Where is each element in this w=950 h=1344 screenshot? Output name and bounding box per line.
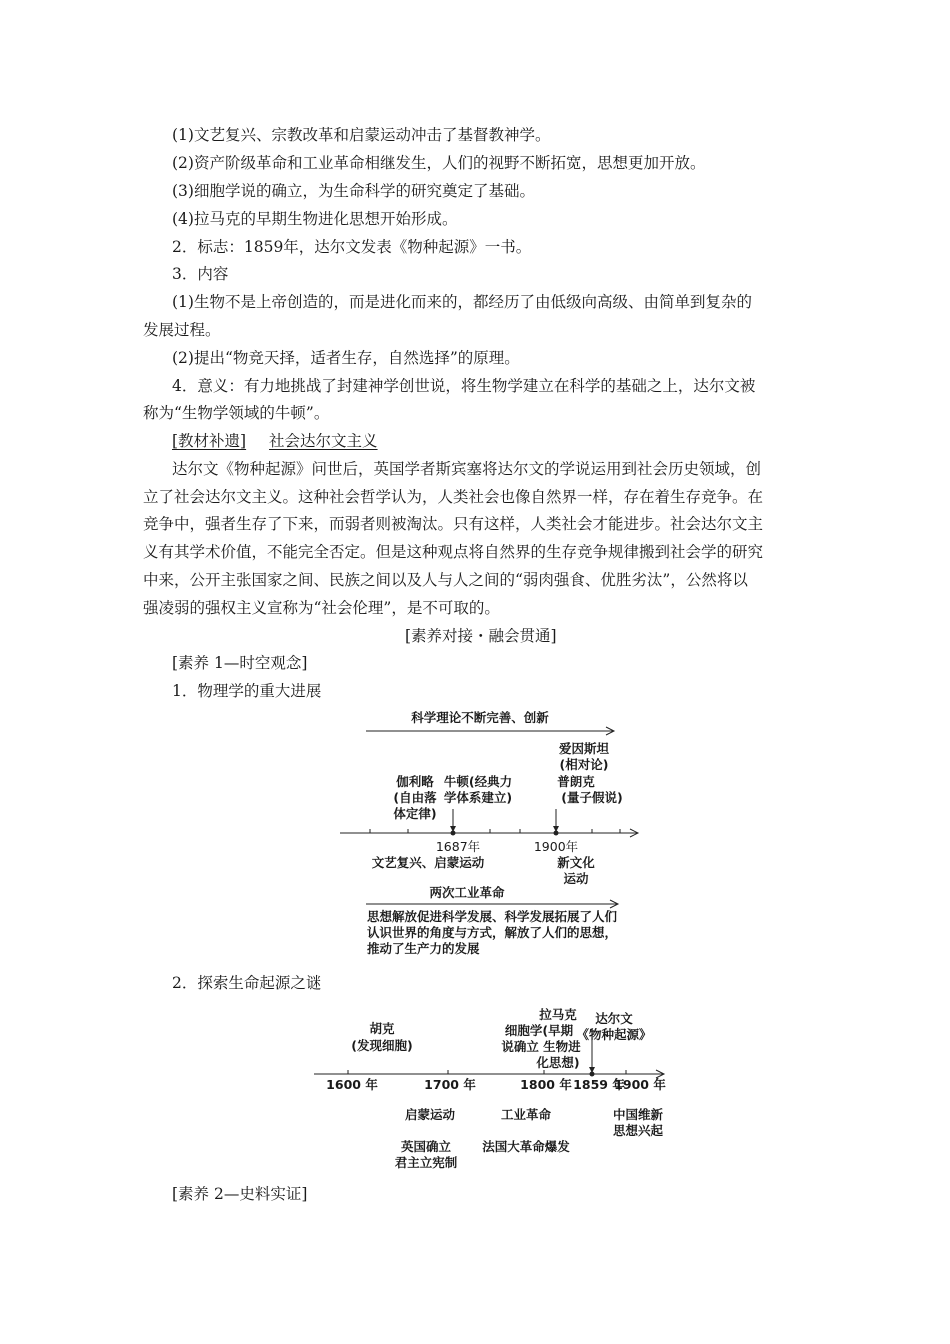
fig1-box-line2: 认识世界的角度与方式，解放了人们的思想， bbox=[367, 925, 618, 940]
fig2-hooke: 胡克 bbox=[369, 1021, 395, 1036]
text-line: [素养 1—时空观念] bbox=[172, 654, 308, 672]
fig1-year-1900: 1900年 bbox=[533, 839, 579, 854]
text-line: 4．意义：有力地挑战了封建神学创世说，将生物学建立在科学的基础之上，达尔文被 bbox=[172, 377, 756, 395]
text-line: 3．内容 bbox=[172, 265, 229, 283]
text-line: 1．物理学的重大进展 bbox=[172, 682, 322, 700]
text-line: 称为“生物学领域的牛顿”。 bbox=[143, 404, 330, 422]
text-line: [素养 2—史料实证] bbox=[172, 1185, 308, 1203]
fig2-lamarck-2: 细胞学(早期 bbox=[504, 1023, 574, 1038]
fig2-lamarck-3: 说确立 生物进 bbox=[501, 1039, 581, 1054]
text-line: 2．标志：1859年，达尔文发表《物种起源》一书。 bbox=[172, 238, 532, 256]
fig1-box-line3: 推动了生产力的发展 bbox=[367, 941, 480, 956]
life-origin-timeline-figure bbox=[308, 1005, 678, 1175]
fig1-box-line1: 思想解放促进科学发展、科学发展拓展了人们 bbox=[367, 909, 618, 924]
text-line: 竞争中，强者生存了下来，而弱者则被淘汰。只有这样，人类社会才能进步。社会达尔文主 bbox=[143, 515, 764, 533]
text-line: 立了社会达尔文主义。这种社会哲学认为，人类社会也像自然界一样，存在着生存竞争。在 bbox=[143, 488, 764, 506]
fig1-newton: 牛顿(经典力 bbox=[443, 774, 513, 789]
fig1-year-1687: 1687年 bbox=[435, 839, 481, 854]
fig1-newton-note: 学体系建立) bbox=[443, 790, 513, 805]
fig2-year-1900: 1900 年 bbox=[614, 1077, 666, 1092]
fig2-darwin: 达尔文 bbox=[595, 1011, 633, 1026]
fig2-year-1600: 1600 年 bbox=[326, 1077, 378, 1092]
fig1-einstein: 爱因斯坦 bbox=[558, 741, 610, 756]
fig2-enlightenment: 启蒙运动 bbox=[404, 1107, 456, 1122]
fig1-new-culture-2: 运动 bbox=[563, 871, 589, 886]
text-line: (1)生物不是上帝创造的，而是进化而来的，都经历了由低级向高级、由简单到复杂的 bbox=[172, 293, 752, 311]
text-line: 强凌弱的强权主义宣称为“社会伦理”，是不可取的。 bbox=[143, 599, 500, 617]
fig2-france: 法国大革命爆发 bbox=[482, 1139, 570, 1154]
text-line: (4)拉马克的早期生物进化思想开始形成。 bbox=[172, 210, 458, 228]
fig2-china: 中国维新 bbox=[612, 1107, 664, 1122]
text-line: 中来，公开主张国家之间、民族之间以及人与人之间的“弱肉强食、优胜劣汰”，公然将以 bbox=[143, 571, 748, 589]
fig1-renaissance: 文艺复兴、启蒙运动 bbox=[371, 855, 485, 870]
fig1-top-label: 科学理论不断完善、创新 bbox=[411, 710, 549, 725]
fig1-galileo-note: (自由落 bbox=[393, 790, 437, 805]
fig2-industrial: 工业革命 bbox=[500, 1107, 552, 1122]
heading-tag: [教材补遗] bbox=[172, 432, 247, 450]
fig2-lamarck-4: 化思想) bbox=[536, 1055, 580, 1070]
fig2-britain-2: 君主立宪制 bbox=[394, 1155, 458, 1170]
text-line: (2)提出“物竞天择，适者生存，自然选择”的原理。 bbox=[172, 349, 520, 367]
fig2-darwin-book: 《物种起源》 bbox=[576, 1027, 652, 1042]
fig2-lamarck: 拉马克 bbox=[539, 1007, 577, 1022]
section-title: [素养对接・融会贯通] bbox=[405, 627, 557, 645]
fig1-galileo-note2: 体定律) bbox=[393, 806, 437, 821]
physics-timeline-figure bbox=[330, 705, 650, 963]
text-line: 2．探索生命起源之谜 bbox=[172, 974, 322, 992]
text-line: (2)资产阶级革命和工业革命相继发生，人们的视野不断拓宽，思想更加开放。 bbox=[172, 154, 706, 172]
text-line: 义有其学术价值，不能完全否定。但是这种观点将自然界的生存竞争规律搬到社会学的研究 bbox=[143, 543, 764, 561]
heading-title: 社会达尔文主义 bbox=[269, 432, 378, 450]
fig1-industrial: 两次工业革命 bbox=[429, 885, 505, 900]
section-heading bbox=[172, 431, 378, 451]
text-line: (3)细胞学说的确立，为生命科学的研究奠定了基础。 bbox=[172, 182, 535, 200]
fig2-china-2: 思想兴起 bbox=[612, 1123, 664, 1138]
fig2-year-1700: 1700 年 bbox=[424, 1077, 476, 1092]
fig2-year-1800: 1800 年 bbox=[520, 1077, 572, 1092]
text-line: (1)文艺复兴、宗教改革和启蒙运动冲击了基督教神学。 bbox=[172, 126, 551, 144]
fig1-planck-note: (量子假说) bbox=[561, 790, 623, 805]
fig1-new-culture: 新文化 bbox=[557, 855, 595, 870]
fig1-planck: 普朗克 bbox=[557, 774, 595, 789]
text-line: 发展过程。 bbox=[143, 321, 221, 339]
fig1-galileo: 伽利略 bbox=[396, 774, 434, 789]
fig2-britain: 英国确立 bbox=[400, 1139, 452, 1154]
fig2-year-1859: 1859 年 bbox=[573, 1077, 625, 1092]
text-line: 达尔文《物种起源》问世后，英国学者斯宾塞将达尔文的学说运用到社会历史领域，创 bbox=[172, 460, 762, 478]
fig1-einstein-note: (相对论) bbox=[559, 757, 609, 772]
fig2-hooke-note: (发现细胞) bbox=[351, 1038, 413, 1053]
